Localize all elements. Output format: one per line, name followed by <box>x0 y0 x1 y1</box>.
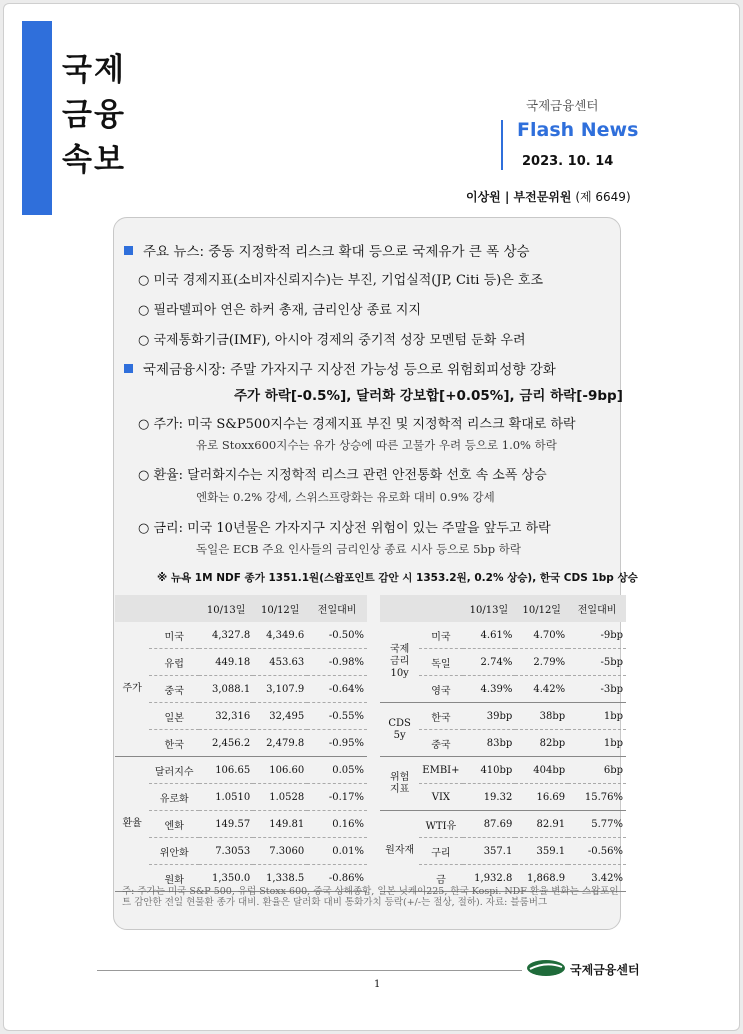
table-cell: 149.81 <box>253 811 307 838</box>
table-footnote: 주: 주가는 미국 S&P 500, 유럽 Stoxx 600, 중국 상해종합, 일본 닛케이225, 한국 Kospi. NDF 환율 변화는 스왑포인트 감안한 전일 현물환 종가 대비. 환율은 달러화 대비 통화가치 등락(+/-는 절상, 절하). 자료: 블룸버그 <box>122 886 619 908</box>
row-label: 달러지수 <box>149 757 199 784</box>
table-cell: -9bp <box>568 622 626 649</box>
row-label: 구리 <box>419 838 462 865</box>
market-table-right <box>380 595 626 892</box>
row-label: VIX <box>419 784 462 811</box>
table-cell: 149.57 <box>199 811 253 838</box>
table-cell: -5bp <box>568 649 626 676</box>
table-cell: 1.0528 <box>253 784 307 811</box>
table-cell: 4.70% <box>515 622 568 649</box>
table-cell: 404bp <box>515 757 568 784</box>
row-label: 금 <box>419 865 462 892</box>
bullet-square-icon <box>124 364 133 373</box>
title-line: 국제 <box>62 52 126 88</box>
title-line: 속보 <box>62 142 126 178</box>
table-row <box>115 676 367 703</box>
table-cell: 449.18 <box>199 649 253 676</box>
table-cell: 2.79% <box>515 649 568 676</box>
row-label: 유럽 <box>149 649 199 676</box>
table-cell: 357.1 <box>463 838 516 865</box>
row-label: 영국 <box>419 676 462 703</box>
table-row <box>380 622 626 649</box>
market-table-left <box>115 595 367 892</box>
table-cell: 0.01% <box>307 838 367 865</box>
header-divider <box>501 120 503 170</box>
row-label: 한국 <box>419 703 462 730</box>
table-cell: 3,107.9 <box>253 676 307 703</box>
table-row <box>115 622 367 649</box>
table-cell: -0.98% <box>307 649 367 676</box>
kcif-logo-icon <box>526 958 566 978</box>
table-cell: -0.56% <box>568 838 626 865</box>
table-cell: 87.69 <box>463 811 516 838</box>
table-cell: 3,088.1 <box>199 676 253 703</box>
report-title <box>62 48 126 183</box>
market-item: ○ 주가: 미국 S&P500지수는 경제지표 부진 및 지정학적 리스크 확대로 하락 <box>138 417 576 432</box>
table-cell: 7.3053 <box>199 838 253 865</box>
table-cell: -0.64% <box>307 676 367 703</box>
table-cell: 4.42% <box>515 676 568 703</box>
table-row <box>115 811 367 838</box>
table-row <box>380 703 626 730</box>
table-cell: 1,868.9 <box>515 865 568 892</box>
author-name: 이상원 | 부전문위원 <box>466 190 572 204</box>
group-label: 환율 <box>115 757 149 892</box>
col-header <box>115 595 149 622</box>
row-label: 미국 <box>149 622 199 649</box>
table-cell: 39bp <box>463 703 516 730</box>
news-item: ○ 미국 경제지표(소비자신뢰지수)는 부진, 기업실적(JP, Citi 등)은 호조 <box>138 273 544 288</box>
table-cell: 2,456.2 <box>199 730 253 757</box>
col-header: 전일대비 <box>568 595 626 622</box>
table-row <box>115 703 367 730</box>
title-line: 금융 <box>62 97 126 133</box>
table-cell: 0.05% <box>307 757 367 784</box>
row-label: 독일 <box>419 649 462 676</box>
table-cell: 7.3060 <box>253 838 307 865</box>
row-label: 위안화 <box>149 838 199 865</box>
table-row <box>115 757 367 784</box>
news-item: ○ 필라델피아 연은 하커 총재, 금리인상 종료 지지 <box>138 303 422 318</box>
table-cell: 0.16% <box>307 811 367 838</box>
table-cell: -0.50% <box>307 622 367 649</box>
news-item: ○ 국제통화기금(IMF), 아시아 경제의 중기적 성장 모멘텀 둔화 우려 <box>138 333 526 348</box>
title-accent-bar <box>22 21 52 215</box>
col-header: 10/13일 <box>199 595 253 622</box>
table-cell: 4,327.8 <box>199 622 253 649</box>
table-cell: 15.76% <box>568 784 626 811</box>
col-header: 전일대비 <box>307 595 367 622</box>
bullet-square-icon <box>124 246 133 255</box>
table-cell: 359.1 <box>515 838 568 865</box>
row-label: 한국 <box>149 730 199 757</box>
table-row <box>115 838 367 865</box>
group-label: CDS 5y <box>380 703 419 757</box>
report-date: 2023. 10. 14 <box>522 154 614 169</box>
brand-title: Flash News <box>517 119 639 141</box>
table-cell: 32,316 <box>199 703 253 730</box>
table-cell: 82bp <box>515 730 568 757</box>
table-cell: -0.17% <box>307 784 367 811</box>
footer-logo-text: 국제금융센터 <box>570 963 640 977</box>
group-label: 원자재 <box>380 811 419 892</box>
market-item-detail: 유로 Stoxx600지수는 유가 상승에 따른 고물가 우려 등으로 1.0% 하락 <box>196 438 557 452</box>
group-label: 주가 <box>115 622 149 757</box>
table-cell: 6bp <box>568 757 626 784</box>
row-label: 일본 <box>149 703 199 730</box>
page <box>3 3 740 1031</box>
table-cell: -0.55% <box>307 703 367 730</box>
table-cell: -3bp <box>568 676 626 703</box>
table-cell: 410bp <box>463 757 516 784</box>
page-number: 1 <box>374 979 381 990</box>
col-header <box>380 595 419 622</box>
author-line <box>466 188 631 205</box>
table-row <box>115 730 367 757</box>
table-row <box>380 757 626 784</box>
col-header: 10/13일 <box>463 595 516 622</box>
news-heading: 주요 뉴스: 중동 지정학적 리스크 확대 등으로 국제유가 큰 폭 상승 <box>124 240 530 260</box>
issue-number: (제 6649) <box>575 190 631 204</box>
table-cell: 106.65 <box>199 757 253 784</box>
group-label: 위험 지표 <box>380 757 419 811</box>
table-cell: 2,479.8 <box>253 730 307 757</box>
table-row <box>380 811 626 838</box>
table-cell: 1.0510 <box>199 784 253 811</box>
market-item: ○ 환율: 달러화지수는 지정학적 리스크 관련 안전통화 선호 속 소폭 상승 <box>138 468 547 483</box>
table-cell: 4.61% <box>463 622 516 649</box>
ndf-note: ※ 뉴욕 1M NDF 종가 1351.1원(스왑포인트 감안 시 1353.2원, 0.2% 상승), 한국 CDS 1bp 상승 <box>157 572 638 584</box>
col-header <box>419 595 462 622</box>
table-cell: 19.32 <box>463 784 516 811</box>
table-cell: 3.42% <box>568 865 626 892</box>
col-header <box>149 595 199 622</box>
table-cell: 16.69 <box>515 784 568 811</box>
market-subheading: 주가 하락[-0.5%], 달러화 강보합[+0.05%], 금리 하락[-9bp] <box>234 388 623 404</box>
market-item-detail: 독일은 ECB 주요 인사들의 금리인상 종료 시사 등으로 5bp 하락 <box>196 542 521 556</box>
table-cell: 1bp <box>568 703 626 730</box>
table-cell: 38bp <box>515 703 568 730</box>
table-row <box>115 784 367 811</box>
row-label: EMBI+ <box>419 757 462 784</box>
row-label: 중국 <box>149 676 199 703</box>
group-label: 국제 금리 10y <box>380 622 419 703</box>
table-cell: 1,932.8 <box>463 865 516 892</box>
table-cell: 32,495 <box>253 703 307 730</box>
table-cell: 2.74% <box>463 649 516 676</box>
table-cell: 106.60 <box>253 757 307 784</box>
table-cell: -0.86% <box>307 865 367 892</box>
row-label: 원화 <box>149 865 199 892</box>
row-label: 미국 <box>419 622 462 649</box>
publisher-name: 국제금융센터 <box>526 98 599 113</box>
table-cell: 4.39% <box>463 676 516 703</box>
table-row <box>115 649 367 676</box>
table-cell: 82.91 <box>515 811 568 838</box>
table-cell: 1,338.5 <box>253 865 307 892</box>
market-item-detail: 엔화는 0.2% 강세, 스위스프랑화는 유로화 대비 0.9% 강세 <box>196 490 495 504</box>
row-label: WTI유 <box>419 811 462 838</box>
col-header: 10/12일 <box>253 595 307 622</box>
table-cell: 1bp <box>568 730 626 757</box>
market-item: ○ 금리: 미국 10년물은 가자지구 지상전 위험이 있는 주말을 앞두고 하락 <box>138 521 551 536</box>
table-cell: 453.63 <box>253 649 307 676</box>
row-label: 엔화 <box>149 811 199 838</box>
market-heading: 국제금융시장: 주말 가자지구 지상전 가능성 등으로 위험회피성향 강화 <box>124 358 556 378</box>
footer-divider <box>97 970 522 971</box>
row-label: 유로화 <box>149 784 199 811</box>
table-cell: -0.95% <box>307 730 367 757</box>
table-cell: 4,349.6 <box>253 622 307 649</box>
table-cell: 5.77% <box>568 811 626 838</box>
table-cell: 1,350.0 <box>199 865 253 892</box>
col-header: 10/12일 <box>515 595 568 622</box>
table-cell: 83bp <box>463 730 516 757</box>
row-label: 중국 <box>419 730 462 757</box>
